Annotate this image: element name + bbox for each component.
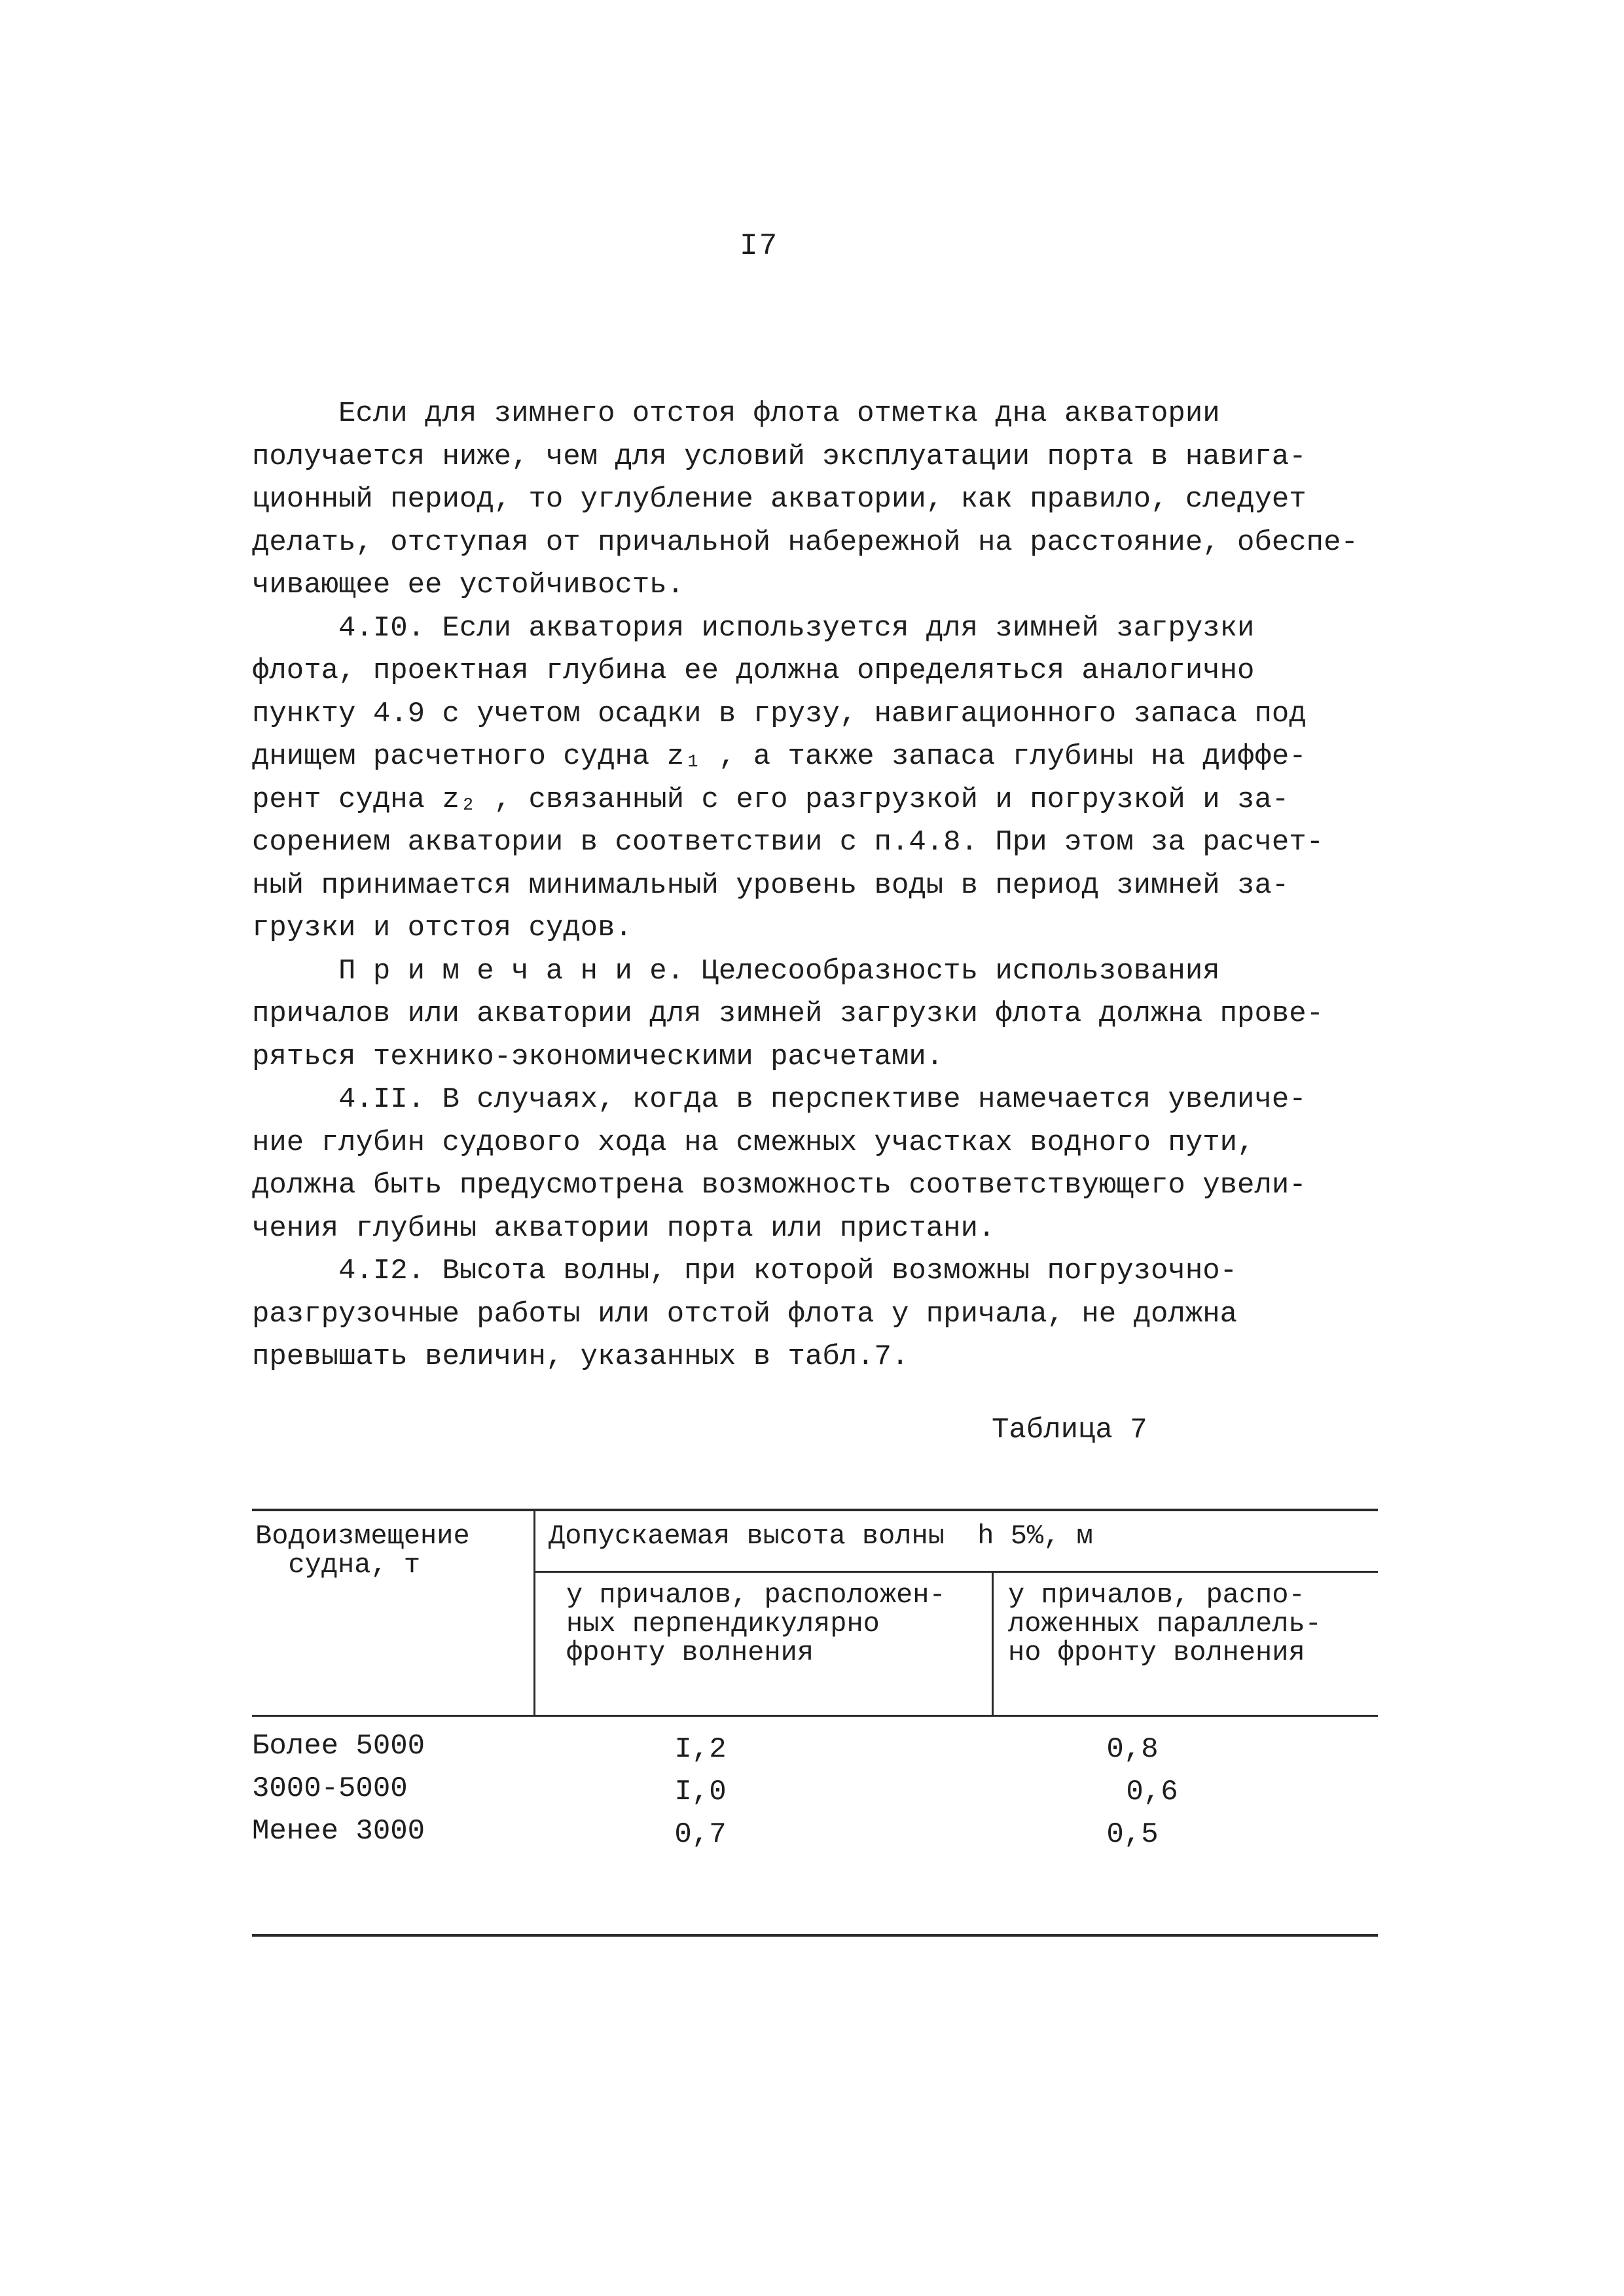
text-line: рент судна z₂ , связанный с его разгрузкой и погрузкой и за- [252,783,1290,816]
body-text [252,393,1411,1379]
text-line: получается ниже, чем для условий эксплуатации порта в навига- [252,440,1307,473]
text-line: чения глубины акватории порта или пристани. [252,1211,996,1245]
text-line: ный принимается минимальный уровень воды в период зимней за- [252,869,1290,902]
text-line: 4.II. В случаях, когда в перспективе намечается увеличе- [252,1083,1307,1116]
text-line: П р и м е ч а н и е. Целесообразность использования [252,954,1220,988]
table-subheader-rule [533,1571,1378,1573]
text-line: ционный период, то углубление акватории, как правило, следует [252,483,1307,516]
header-parallel: у причалов, распо- ложенных параллель- но фронту волнения [1008,1579,1322,1668]
table-top-rule [252,1509,1378,1511]
table-header-divider-vertical [533,1509,535,1715]
table-subheader-divider-vertical [992,1571,994,1715]
table-row-3-parallel: 0,5 [1106,1818,1159,1851]
text-line: превышать величин, указанных в табл.7. [252,1340,909,1373]
table-caption: Таблица 7 [992,1414,1147,1446]
header-perpendicular: у причалов, расположен- ных перпендикулярно фронту волнения [566,1579,946,1668]
text-line: причалов или акватории для зимней загрузки флота должна прове- [252,997,1324,1030]
table-row-1-displacement: Более 5000 [252,1730,425,1763]
text-line: 4.I0. Если акватория используется для зимней загрузки [252,611,1255,645]
text-line: чивающее ее устойчивость. [252,569,685,601]
table-row-2-parallel: 0,6 [1126,1776,1178,1808]
text-line: ряться технико-экономическими расчетами. [252,1040,944,1073]
table-row-1-perpendicular: I,2 [674,1733,727,1766]
table-row-2-perpendicular: I,0 [674,1776,727,1808]
text-line: разгрузочные работы или отстой флота у причала, не должна [252,1297,1238,1331]
text-line: 4.I2. Высота волны, при которой возможны погрузочно- [252,1255,1238,1287]
table-row-3-displacement: Менее 3000 [252,1815,425,1848]
text-line: грузки и отстоя судов. [252,912,632,944]
header-displacement: Водоизмещение судна, т [255,1520,470,1581]
table-row-1-parallel: 0,8 [1106,1733,1159,1766]
text-line: флота, проектная глубина ее должна определяться аналогично [252,655,1255,687]
text-line: днищем расчетного судна z₁ , а также запаса глубины на диффе- [252,740,1307,773]
text-line: пункту 4.9 с учетом осадки в грузу, навигационного запаса под [252,697,1307,730]
page-number: I7 [740,229,779,263]
table-header-bottom-rule [252,1715,1378,1717]
table-row-2-displacement: 3000-5000 [252,1772,408,1805]
header-allowed-wave-height: Допускаемая высота волны h 5%, м [549,1520,1093,1552]
text-line: сорением акватории в соответствии с п.4.8. При этом за расчет- [252,826,1324,859]
table-bottom-rule [252,1934,1378,1937]
text-line: должна быть предусмотрена возможность соответствующего увели- [252,1169,1307,1202]
text-line: Если для зимнего отстоя флота отметка дна акватории [252,397,1220,430]
text-line: делать, отступая от причальной набережной на расстояние, обеспе- [252,526,1358,559]
table-row-3-perpendicular: 0,7 [674,1818,727,1851]
text-line: ние глубин судового хода на смежных участках водного пути, [252,1126,1255,1159]
